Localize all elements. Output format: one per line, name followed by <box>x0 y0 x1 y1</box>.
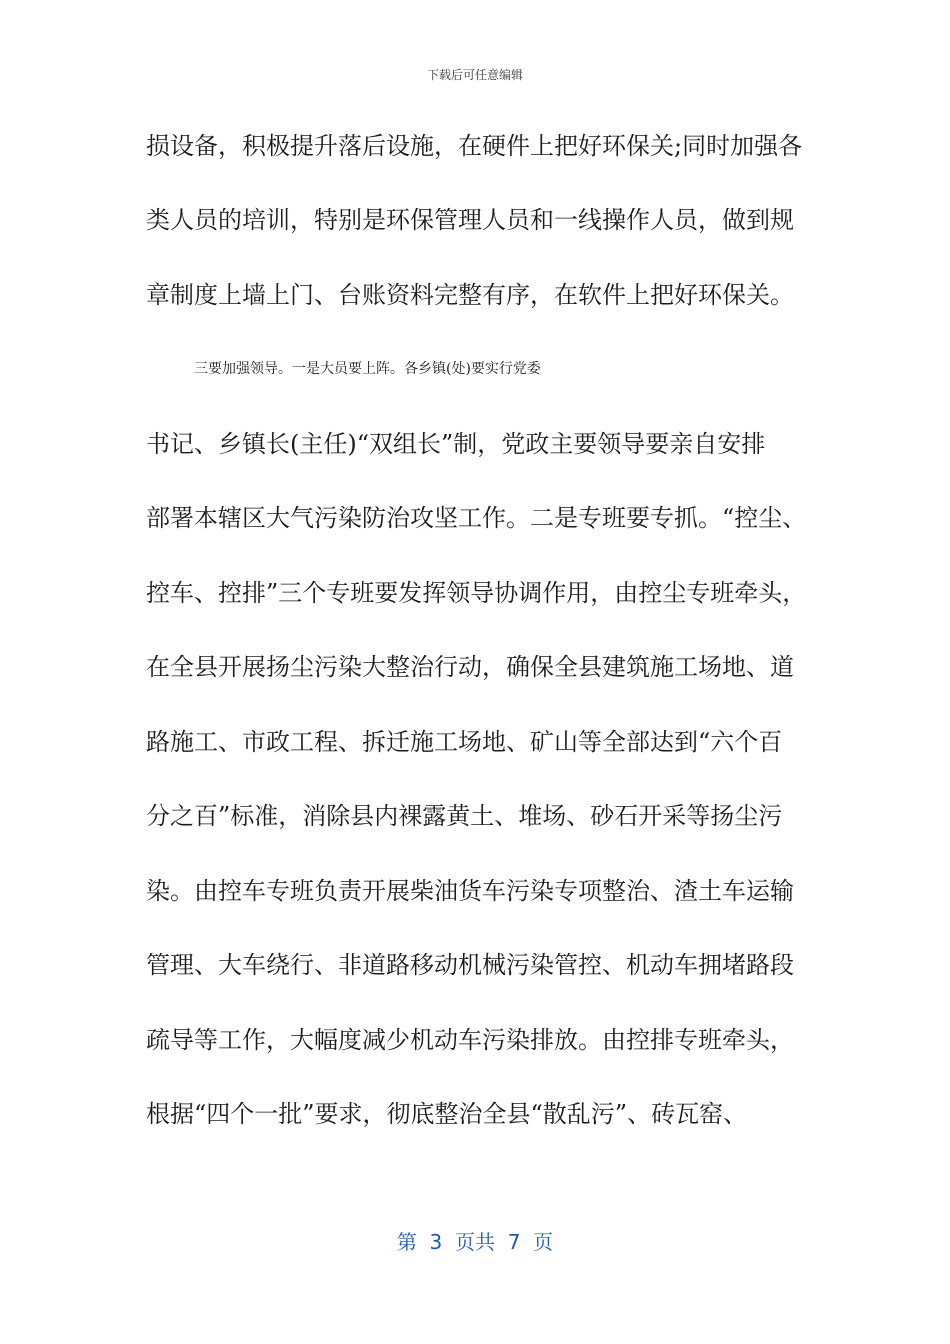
text-line-7: 控车、控排”三个专班要发挥领导协调作用，由控尘专班牵头， <box>146 579 807 607</box>
page-number-footer: 第 3 页共 7 页 <box>396 1230 554 1254</box>
text-line-1: 损设备，积极提升落后设施，在硬件上把好环保关;同时加强各 <box>146 132 803 160</box>
text-line-6: 部署本辖区大气污染防治攻坚工作。二是专班要专抓。“控尘、 <box>146 504 807 532</box>
text-line-8: 在全县开展扬尘污染大整治行动，确保全县建筑施工场地、道 <box>146 653 794 681</box>
text-line-2: 类人员的培训，特别是环保管理人员和一线操作人员，做到规 <box>146 206 794 234</box>
text-line-11: 染。由控车专班负责开展柴油货车污染专项整治、渣土车运输 <box>146 877 794 905</box>
text-line-14: 根据“四个一批”要求，彻底整治全县“散乱污”、砖瓦窑、 <box>146 1100 748 1128</box>
text-line-4-paragraph-start: 三要加强领导。一是大员要上阵。各乡镇(处)要实行党委 <box>194 361 541 377</box>
text-line-5: 书记、乡镇长(主任)“双组长”制，党政主要领导要亲自安排 <box>146 430 766 458</box>
text-line-12: 管理、大车绕行、非道路移动机械污染管控、机动车拥堵路段 <box>146 951 794 979</box>
text-line-3: 章制度上墙上门、台账资料完整有序，在软件上把好环保关。 <box>146 281 794 309</box>
text-line-9: 路施工、市政工程、拆迁施工场地、矿山等全部达到“六个百 <box>146 728 783 756</box>
text-line-13: 疏导等工作，大幅度减少机动车污染排放。由控排专班牵头， <box>146 1026 794 1054</box>
text-line-10: 分之百”标准，消除县内裸露黄土、堆场、砂石开采等扬尘污 <box>146 802 783 830</box>
header-note: 下载后可任意编辑 <box>426 68 523 82</box>
